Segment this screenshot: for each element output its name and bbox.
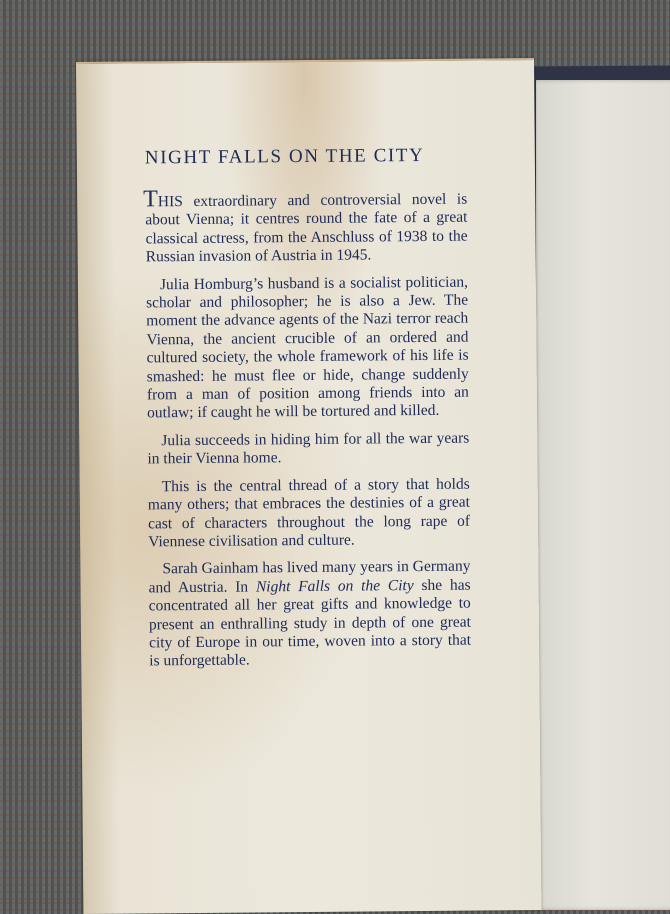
blurb-text: Sarah Gainham has lived many years in Germany and Austria. In	[148, 557, 471, 597]
blurb-paragraph-2: Julia Homburg’s husband is a socialist politician, scholar and philosopher; he is also a Jew. The moment the advance agents of the Nazi terror reach Vienna, the ancient crucible of an ordered and cultured society, the whole framework of his life is smashed: he must flee or hide, change suddenly from a man of position among friends into an outlaw; if caught he will be tortured and killed.	[146, 273, 469, 422]
drop-cap: T	[143, 186, 158, 213]
blurb-paragraph-1	[143, 186, 468, 267]
book-title-italic: Night Falls on the City	[255, 576, 414, 596]
blurb-text: HIS extraordinary and controversial novel is about Vienna; it centres round the fate of a great classical actress, from the Anschluss of 1938 to the Russian invasion of Austria in 1945.	[145, 190, 468, 266]
dust-jacket-flap	[76, 58, 541, 914]
blurb-paragraph-5	[148, 558, 471, 671]
book-title: NIGHT FALLS ON THE CITY	[144, 144, 425, 169]
flap-text-block	[145, 145, 472, 681]
blurb-paragraph-3: Julia succeeds in hiding him for all the war years in their Vienna home.	[147, 429, 470, 468]
book-page-right	[536, 80, 670, 910]
blurb-paragraph-4: This is the central thread of a story that holds many others; that embraces the destinies of a great cast of characters throughout the long rape of Viennese civilisation and culture.	[147, 475, 471, 551]
blurb-text: she has concentrated all her great gifts and knowledge to present an enthralling study in depth of one great city of Europe in our time, woven into a story that is unforgettable.	[148, 576, 472, 670]
